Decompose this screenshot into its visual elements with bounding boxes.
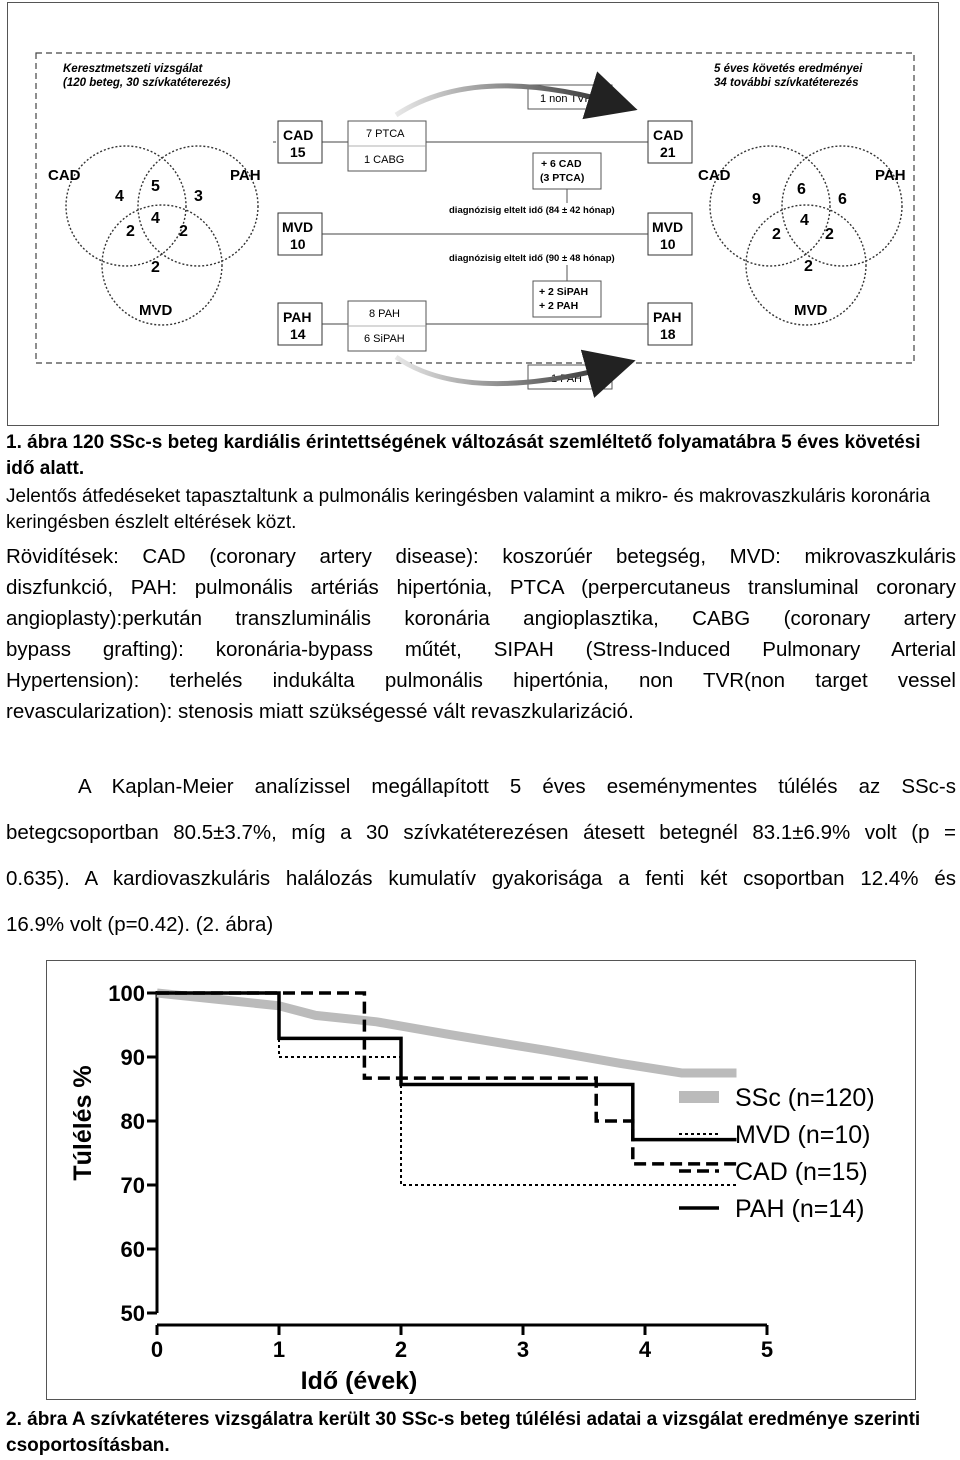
venn-right-center: 4 xyxy=(800,212,809,229)
abbrev-line-5: Hypertension): terhelés indukálta pulmonális hipertónia, non TVR(non target vessel xyxy=(6,669,956,692)
venn-right-mvd-label: MVD xyxy=(794,302,828,319)
pah-sub-sipah: 6 SiPAH xyxy=(364,333,405,345)
right-heading-2: 34 további szívkatéterezés xyxy=(714,77,859,89)
venn-left-mvd-only: 2 xyxy=(151,259,160,276)
venn-left-pah-mvd: 2 xyxy=(179,223,188,240)
y-tick-label: 100 xyxy=(108,981,145,1006)
y-axis-label: Túlélés % xyxy=(69,1065,97,1181)
chart-curves xyxy=(157,993,737,1185)
venn-right-cad-pah: 6 xyxy=(797,181,806,198)
km-curve-ssc xyxy=(157,993,737,1073)
body-line-1: A Kaplan-Meier analízissel megállapított 5 éves eseménymentes túlélés az SSc-s xyxy=(78,775,956,798)
venn-right-mvd-only: 2 xyxy=(804,258,813,275)
venn-right-cad-mvd: 2 xyxy=(772,226,781,243)
left-cad-box-count: 15 xyxy=(290,144,306,160)
venn-left-cad-only: 4 xyxy=(115,188,124,205)
venn-right-pah-label: PAH xyxy=(875,167,906,184)
venn-left xyxy=(48,146,261,325)
x-tick-label: 4 xyxy=(638,1337,652,1362)
venn-right-pah-mvd: 2 xyxy=(825,226,834,243)
left-heading-2: (120 beteg, 30 szívkatéterezés) xyxy=(63,77,231,89)
pah-add-2: + 2 PAH xyxy=(539,300,579,312)
venn-right-cad-only: 9 xyxy=(752,191,761,208)
abbrev-line-1: Rövidítések: CAD (coronary artery disease): koszorúér betegség, MVD: mikrovaszkuláris xyxy=(6,545,956,568)
x-tick-label: 3 xyxy=(516,1337,530,1362)
venn-left-cad-mvd: 2 xyxy=(126,223,135,240)
abbrev-line-2: diszfunkció, PAH: pulmonális artériás hipertónia, PTCA (perpercutaneus transluminal coronary xyxy=(6,576,956,599)
caption-1-note: Jelentős átfedéseket tapasztaltunk a pulmonális keringésben valamint a mikro- és makrovaszkuláris koronária keringésben észlelt eltérések közt. xyxy=(6,486,931,533)
y-tick-label: 50 xyxy=(120,1301,145,1326)
body-line-4-text: 16.9% volt (p=0.42). (2. ábra) xyxy=(6,913,274,936)
left-mvd-box-label: MVD xyxy=(282,219,314,235)
abbrev-line-3: angioplasty):perkután transzluminális koronária angioplasztika, CABG (coronary artery xyxy=(6,607,956,630)
y-tick-label: 60 xyxy=(120,1237,145,1262)
x-tick-label: 1 xyxy=(272,1337,286,1362)
chart-legend xyxy=(679,1084,875,1223)
legend-label: PAH (n=14) xyxy=(735,1195,865,1223)
cad-add-2: (3 PTCA) xyxy=(540,172,585,184)
cad-sub-cabg: 1 CABG xyxy=(364,154,405,166)
x-tick-label: 0 xyxy=(150,1337,164,1362)
body-line-2: betegcsoportban 80.5±3.7%, míg a 30 szívkatéterezésen átesett betegnél 83.1±6.9% volt (p = xyxy=(6,821,956,844)
right-cad-box-count: 21 xyxy=(660,144,676,160)
venn-left-mvd-label: MVD xyxy=(139,302,173,319)
venn-right-cad-label: CAD xyxy=(698,167,731,184)
legend-label: CAD (n=15) xyxy=(735,1158,868,1186)
cad-time-label: diagnózisig eltelt idő (84 ± 42 hónap) xyxy=(449,205,615,216)
venn-left-center: 4 xyxy=(151,210,160,227)
left-cad-box-label: CAD xyxy=(283,127,314,143)
figure-2-chart xyxy=(46,960,916,1400)
right-mvd-box-label: MVD xyxy=(652,219,684,235)
y-tick-label: 70 xyxy=(120,1173,145,1198)
y-tick-label: 80 xyxy=(120,1109,145,1134)
pah-time-label: diagnózisig eltelt idő (90 ± 48 hónap) xyxy=(449,253,615,264)
right-mvd-box-count: 10 xyxy=(660,236,676,252)
legend-label: SSc (n=120) xyxy=(735,1084,875,1112)
abbrev-line-4: bypass grafting): koronária-bypass műtét, SIPAH (Stress-Induced Pulmonary Arterial xyxy=(6,638,956,661)
venn-left-cad-label: CAD xyxy=(48,167,81,184)
x-axis-label: Idő (évek) xyxy=(300,1367,418,1395)
km-curve-mvd xyxy=(157,993,737,1185)
legend-label: MVD (n=10) xyxy=(735,1121,871,1149)
top-arrow-label: 1 non TVR xyxy=(540,93,593,105)
right-cad-box-label: CAD xyxy=(653,127,684,143)
figure-1-flowchart xyxy=(7,2,939,426)
pah-sub-pah: 8 PAH xyxy=(369,308,400,320)
venn-right xyxy=(698,146,906,325)
venn-left-cad-pah: 5 xyxy=(151,178,160,195)
body-line-3: 0.635). A kardiovaszkuláris halálozás kumulatív gyakorisága a fenti két csoportban 12.4% és xyxy=(6,867,956,890)
left-pah-box-label: PAH xyxy=(283,309,312,325)
kaplan-meier-svg xyxy=(47,961,917,1401)
caption-1-title: 1. ábra 120 SSc-s beteg kardiális érintettségének változását szemléltető folyamatábra 5 éves követési idő alatt. xyxy=(6,432,921,479)
venn-left-pah-only: 3 xyxy=(194,188,203,205)
flowchart-svg xyxy=(8,3,940,427)
caption-2-title: 2. ábra A szívkatéteres vizsgálatra került 30 SSc-s beteg túlélési adatai a vizsgálat eredménye szerinti csoportosításban. xyxy=(6,1409,921,1456)
x-tick-label: 5 xyxy=(760,1337,774,1362)
left-pah-box-count: 14 xyxy=(290,326,306,342)
right-pah-box-label: PAH xyxy=(653,309,682,325)
pah-add-1: + 2 SiPAH xyxy=(539,286,589,298)
bottom-arrow-label: 1 PAH xyxy=(551,373,582,385)
right-pah-box-count: 18 xyxy=(660,326,676,342)
x-tick-label: 2 xyxy=(394,1337,408,1362)
cad-add-1: + 6 CAD xyxy=(541,158,582,170)
body-line-4 xyxy=(6,913,956,937)
abbrev-line-6: revascularization): stenosis miatt szükségessé vált revaszkularizáció. xyxy=(6,700,634,723)
left-heading-1: Keresztmetszeti vizsgálat xyxy=(63,63,203,75)
cad-sub-ptca: 7 PTCA xyxy=(366,128,405,140)
left-mvd-box-count: 10 xyxy=(290,236,306,252)
venn-left-pah-label: PAH xyxy=(230,167,261,184)
chart-ticks xyxy=(108,981,773,1362)
y-tick-label: 90 xyxy=(120,1045,145,1070)
venn-right-pah-only: 6 xyxy=(838,191,847,208)
right-heading-1: 5 éves követés eredményei xyxy=(714,63,863,75)
